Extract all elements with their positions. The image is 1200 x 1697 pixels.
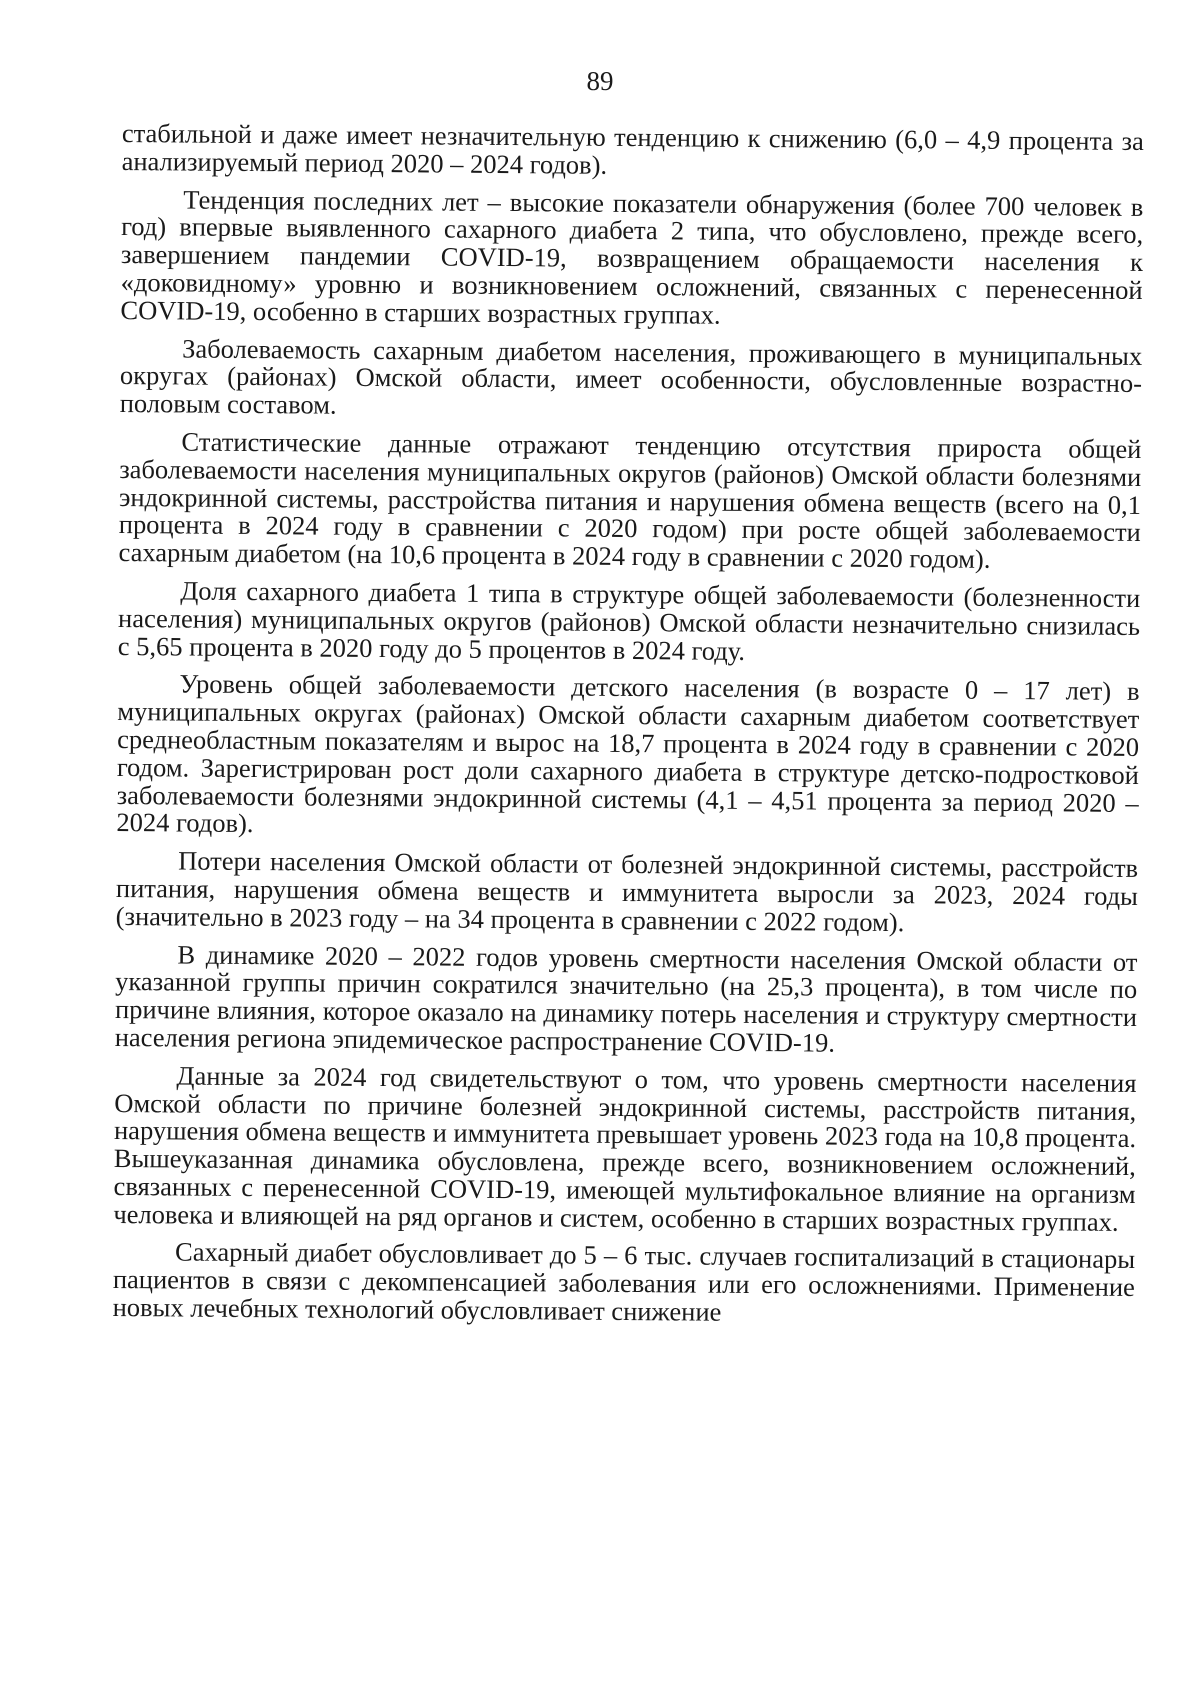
paragraph: Данные за 2024 год свидетельствуют о том, что уровень смертности населения Омской области по причине болезней эндокринной системы, расстройств питания, нарушения обмена веществ и иммунитета превышает уровень 2023 года на 10,8 процента. Вышеуказанная динамика обусловлена, прежде всего, возникновением осложнений, связанных с перенесенной COVID-19, имеющей мультифокальное влияние на организм человека и влияющей на ряд органов и систем, особенно в старших возрастных группах.: [113, 1060, 1137, 1237]
paragraph: В динамике 2020 – 2022 годов уровень смертности населения Омской области от указанной группы причин сократился значительно (на 25,3 процента), в том числе по причине влияния, которое оказало на динамику потерь населения и структуру смертности населения региона эпидемическое распространение COVID-19.: [114, 938, 1138, 1058]
paragraph: Доля сахарного диабета 1 типа в структуре общей заболеваемости (болезненности населения) муниципальных округов (районов) Омской области незначительно снизилась с 5,65 процента в 2020 году до 5 процентов в 2024 году.: [117, 575, 1141, 666]
paragraph: стабильной и даже имеет незначительную тенденцию к снижению (6,0 – 4,9 процента за анализируемый период 2020 – 2024 годов).: [121, 118, 1144, 180]
page-number: 89: [586, 66, 614, 96]
paragraph: Статистические данные отражают тенденцию отсутствия прироста общей заболеваемости населения муниципальных округов (районов) Омской области болезнями эндокринной системы, расстройства питания и нарушения обмена веществ (всего на 0,1 процента в 2024 году в сравнении с 2020 годом) при росте общей заболеваемости сахарным диабетом (на 10,6 процента в 2024 году в сравнении с 2020 годом).: [118, 426, 1142, 574]
paragraph: Уровень общей заболеваемости детского населения (в возрасте 0 – 17 лет) в муниципальных округах (районах) Омской области сахарным диабетом соответствует среднеобластным показателям и вырос на 18,7 процента в 2024 году в сравнении с 2020 годом. Зарегистрирован рост доли сахарного диабета в структуре детско-подростковой заболеваемости болезнями эндокринной системы (4,1 – 4,51 процента за период 2020 – 2024 годов).: [116, 668, 1140, 839]
paragraph: Потери населения Омской области от болезней эндокринной системы, расстройств питания, нарушения обмена веществ и иммунитета выросли за 2023, 2024 годы (значительно в 2023 году – на 34 процента в сравнении с 2022 годом).: [115, 845, 1139, 937]
paragraph: Сахарный диабет обусловливает до 5 – 6 тыс. случаев госпитализаций в стационары пациентов в связи с декомпенсацией заболевания или его осложнениями. Применение новых лечебных технологий обусловливает снижение: [112, 1236, 1136, 1327]
body-text: [112, 120, 1143, 1340]
paragraph: Заболеваемость сахарным диабетом населения, проживающего в муниципальных округах (районах) Омской области, имеет особенности, обусловленные возрастно-половым составом.: [119, 333, 1143, 420]
paragraph: Тенденция последних лет – высокие показатели обнаружения (более 700 человек в год) впервые выявленного сахарного диабета 2 типа, что обусловлено, прежде всего, завершением пандемии COVID-19, возвращением обращаемости населения к «доковидному» уровню и возникновением осложнений, связанных с перенесенной COVID-19, особенно в старших возрастных группах.: [120, 184, 1144, 330]
